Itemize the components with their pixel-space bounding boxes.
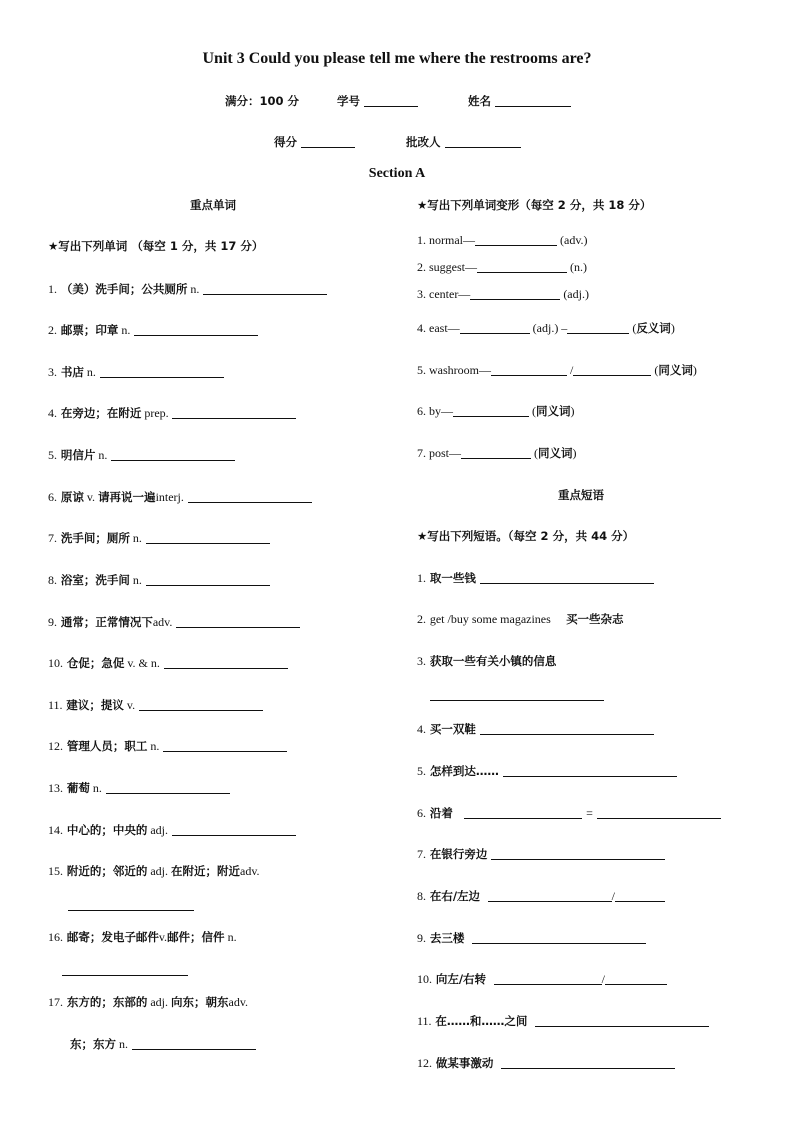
word-item: 2. 邮票；印章 n.	[48, 322, 258, 338]
answer-blank[interactable]	[573, 363, 651, 376]
word-item: 3. 书店 n.	[48, 364, 224, 380]
answer-blank[interactable]	[503, 764, 677, 777]
answer-blank[interactable]	[480, 722, 654, 735]
answer-blank[interactable]	[100, 365, 224, 378]
answer-blank[interactable]	[491, 363, 567, 376]
score-field[interactable]	[301, 135, 355, 148]
form-item: 1. normal— (adv.)	[417, 233, 588, 247]
word-item: 11. 建议；提议 v.	[48, 697, 263, 713]
form-item: 3. center— (adj.)	[417, 287, 589, 301]
form-item: 4. east— (adj.) – (反义词)	[417, 321, 675, 335]
word-item: 1. （美）洗手间；公共厕所 n.	[48, 281, 327, 297]
answer-blank[interactable]	[146, 531, 270, 544]
answer-blank[interactable]	[615, 889, 665, 902]
grader-label: 批改人	[406, 134, 521, 150]
answer-blank-line	[62, 962, 188, 978]
key-phrases-heading: 重点短语	[558, 488, 604, 502]
form-item: 2. suggest— (n.)	[417, 260, 587, 274]
answer-blank[interactable]	[461, 446, 531, 459]
answer-blank[interactable]	[464, 806, 582, 819]
phrase-item: 9. 去三楼	[417, 930, 646, 946]
phrase-item: 11. 在……和……之间	[417, 1013, 709, 1029]
answer-blank[interactable]	[472, 931, 646, 944]
answer-blank[interactable]	[139, 698, 263, 711]
answer-blank[interactable]	[453, 404, 529, 417]
answer-blank[interactable]	[597, 806, 721, 819]
phrase-item: 5. 怎样到达……	[417, 763, 677, 779]
answer-blank[interactable]	[501, 1056, 675, 1069]
form-item: 7. post— (同义词)	[417, 446, 577, 460]
answer-blank[interactable]	[494, 972, 602, 985]
words-instruction: ★写出下列单词 （每空 1 分，共 17 分）	[48, 239, 264, 253]
answer-blank[interactable]	[163, 739, 287, 752]
phrase-item: 7. 在银行旁边	[417, 846, 665, 862]
grader-field[interactable]	[445, 135, 521, 148]
score-label: 得分	[274, 134, 355, 150]
key-words-heading: 重点单词	[190, 198, 236, 212]
word-item: 东；东方 n.	[70, 1036, 256, 1052]
phrase-item: 4. 买一双鞋	[417, 721, 654, 737]
word-item: 5. 明信片 n.	[48, 447, 235, 463]
answer-blank[interactable]	[134, 323, 258, 336]
word-item: 10. 仓促；急促 v. & n.	[48, 655, 288, 671]
answer-blank[interactable]	[111, 448, 235, 461]
word-item: 14. 中心的；中央的 adj.	[48, 822, 296, 838]
name-label: 姓名	[468, 93, 571, 109]
word-item: 8. 浴室；洗手间 n.	[48, 572, 270, 588]
answer-blank[interactable]	[470, 287, 560, 300]
word-forms-instruction: ★写出下列单词变形（每空 2 分，共 18 分）	[417, 198, 652, 212]
word-item: 16. 邮寄；发电子邮件v.邮件；信件 n.	[48, 930, 237, 944]
answer-blank[interactable]	[430, 688, 604, 701]
answer-blank[interactable]	[176, 615, 300, 628]
answer-blank[interactable]	[172, 406, 296, 419]
section-heading: Section A	[368, 166, 426, 181]
phrase-item: 3. 获取一些有关小镇的信息	[417, 654, 557, 668]
answer-blank[interactable]	[164, 656, 288, 669]
answer-blank[interactable]	[567, 321, 629, 334]
word-item: 15. 附近的；邻近的 adj. 在附近；附近adv.	[48, 864, 260, 878]
phrase-item: 8. 在右/左边 /	[417, 888, 665, 904]
word-item: 12. 管理人员；职工 n.	[48, 738, 287, 754]
answer-blank[interactable]	[475, 233, 557, 246]
answer-blank[interactable]	[62, 963, 188, 976]
phrases-instruction: ★写出下列短语。（每空 2 分，共 44 分）	[417, 529, 635, 543]
word-item: 4. 在旁边；在附近 prep.	[48, 405, 296, 421]
form-item: 5. washroom— / (同义词)	[417, 363, 697, 377]
phrase-item: 6. 沿着 =	[417, 805, 721, 821]
answer-blank[interactable]	[535, 1014, 709, 1027]
word-item: 17. 东方的；东部的 adj. 向东；朝东adv.	[48, 995, 249, 1009]
worksheet-title: Unit 3 Could you please tell me where the restrooms are?	[202, 50, 592, 67]
answer-blank-line	[430, 687, 604, 703]
answer-blank[interactable]	[132, 1037, 256, 1050]
phrase-item: 12. 做某事激动	[417, 1055, 675, 1071]
answer-blank[interactable]	[491, 847, 665, 860]
answer-blank[interactable]	[460, 321, 530, 334]
name-field[interactable]	[495, 94, 571, 107]
word-item: 13. 葡萄 n.	[48, 780, 230, 796]
student-no-label: 学号	[337, 93, 418, 109]
word-item: 7. 洗手间；厕所 n.	[48, 530, 270, 546]
answer-blank[interactable]	[488, 889, 612, 902]
student-no-field[interactable]	[364, 94, 418, 107]
answer-blank[interactable]	[106, 781, 230, 794]
phrase-item: 2. get /buy some magazines 买一些杂志	[417, 612, 624, 626]
full-score-label: 满分：100 分	[225, 94, 300, 108]
answer-blank[interactable]	[68, 898, 194, 911]
answer-blank[interactable]	[477, 260, 567, 273]
word-item: 9. 通常；正常情况下adv.	[48, 614, 300, 630]
answer-blank[interactable]	[172, 823, 296, 836]
phrase-item: 10. 向左/右转 /	[417, 971, 667, 987]
answer-blank[interactable]	[480, 571, 654, 584]
answer-blank[interactable]	[203, 282, 327, 295]
word-item: 6. 原谅 v. 请再说一遍interj.	[48, 489, 312, 505]
answer-blank[interactable]	[188, 490, 312, 503]
answer-blank[interactable]	[605, 972, 667, 985]
answer-blank[interactable]	[146, 573, 270, 586]
answer-blank-line	[68, 897, 194, 913]
phrase-item: 1. 取一些钱	[417, 570, 654, 586]
form-item: 6. by— (同义词)	[417, 404, 575, 418]
